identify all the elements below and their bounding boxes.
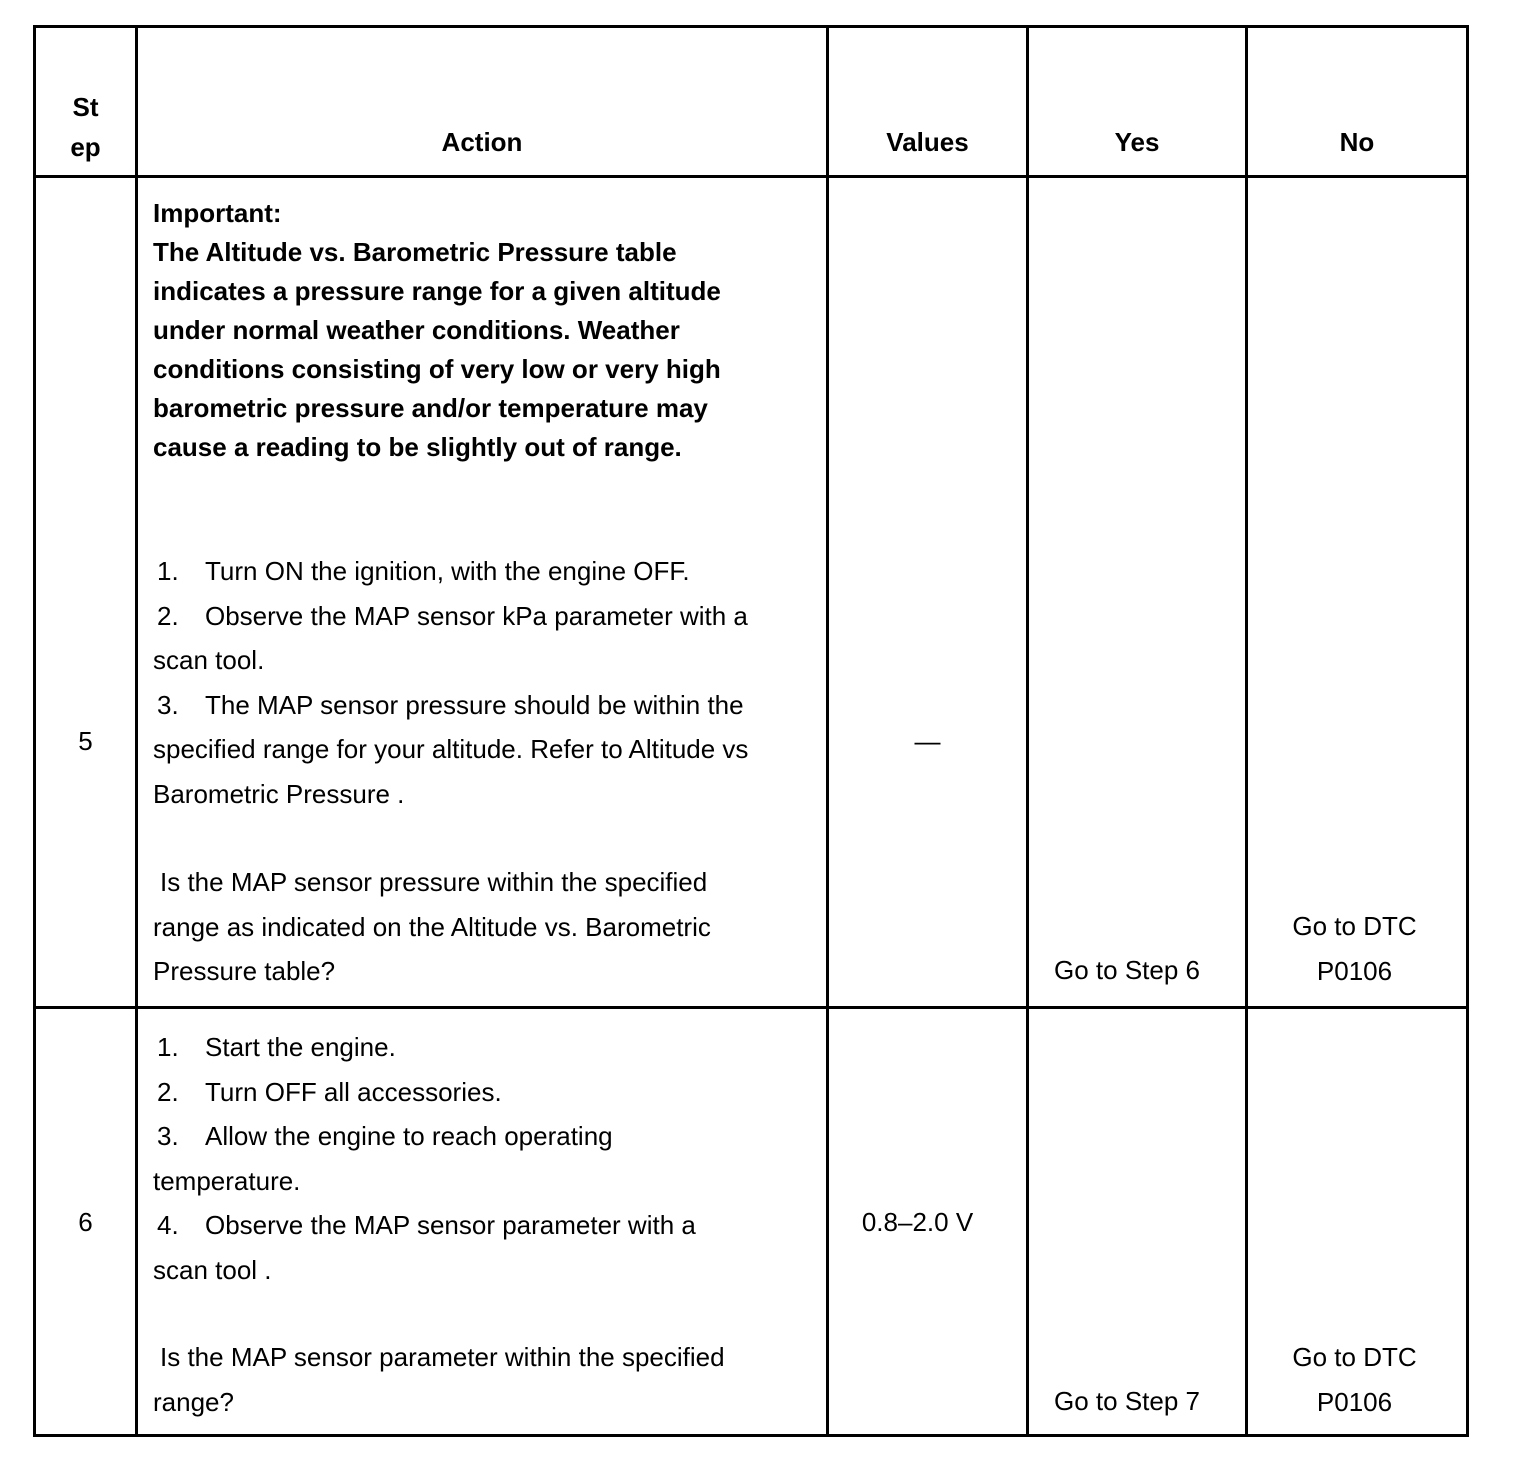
no-text: Go to DTC P0106 bbox=[1292, 911, 1417, 986]
list-item: 1. Turn ON the ignition, with the engine OFF. bbox=[157, 556, 690, 586]
yes-cell bbox=[1028, 177, 1247, 1008]
list-item: 2. Turn OFF all accessories. bbox=[157, 1076, 502, 1107]
yes-header: Yes bbox=[1028, 27, 1247, 177]
table-row bbox=[35, 1008, 1468, 1436]
list-item: 3. The MAP sensor pressure should be within the specified range for your altitude. Refer to Altitude vs Barometric Pressure . bbox=[153, 689, 749, 809]
header-row bbox=[35, 27, 1468, 177]
yes-text: Go to Step 6 bbox=[1054, 955, 1200, 985]
important-text: The Altitude vs. Barometric Pressure table indicates a pressure range for a given altitude under normal weather conditions. Weather conditions consisting of very low or very high barometric pressure and/or temperature may cause a reading to be slightly out of range. bbox=[153, 237, 721, 462]
yes-cell bbox=[1028, 1008, 1247, 1436]
action-cell bbox=[137, 1008, 828, 1436]
yes-text: Go to Step 7 bbox=[1054, 1386, 1200, 1416]
table-row bbox=[35, 177, 1468, 1008]
no-cell bbox=[1247, 1008, 1468, 1436]
value-text: 0.8–2.0 V bbox=[861, 1207, 974, 1237]
step-number: 5 bbox=[78, 726, 93, 756]
list-item: 4. Observe the MAP sensor parameter with a scan tool . bbox=[153, 1210, 696, 1285]
diagnostic-table bbox=[33, 25, 1469, 1437]
values-cell bbox=[828, 1008, 1028, 1436]
question-text: Is the MAP sensor parameter within the specified range? bbox=[153, 1342, 725, 1417]
step-header-line1: St bbox=[72, 92, 99, 122]
values-header: Values bbox=[828, 27, 1028, 177]
values-cell bbox=[828, 177, 1028, 1008]
step-number: 6 bbox=[78, 1207, 93, 1237]
list-item: 3. Allow the engine to reach operating temperature. bbox=[153, 1121, 613, 1196]
list-item: 1. Start the engine. bbox=[157, 1032, 396, 1062]
action-cell bbox=[137, 177, 828, 1008]
step-cell bbox=[35, 1008, 137, 1436]
question-text: Is the MAP sensor pressure within the specified range as indicated on the Altitude vs. Barometric Pressure table? bbox=[153, 867, 711, 986]
value-text: — bbox=[914, 726, 941, 756]
list-item: 2. Observe the MAP sensor kPa parameter with a scan tool. bbox=[153, 600, 748, 675]
step-cell bbox=[35, 177, 137, 1008]
no-cell bbox=[1247, 177, 1468, 1008]
step-header-line2: ep bbox=[70, 132, 101, 162]
step-header bbox=[35, 27, 137, 177]
important-title: Important: bbox=[153, 198, 282, 228]
action-header: Action bbox=[137, 27, 828, 177]
no-text: Go to DTC P0106 bbox=[1292, 1342, 1417, 1417]
no-header: No bbox=[1247, 27, 1468, 177]
